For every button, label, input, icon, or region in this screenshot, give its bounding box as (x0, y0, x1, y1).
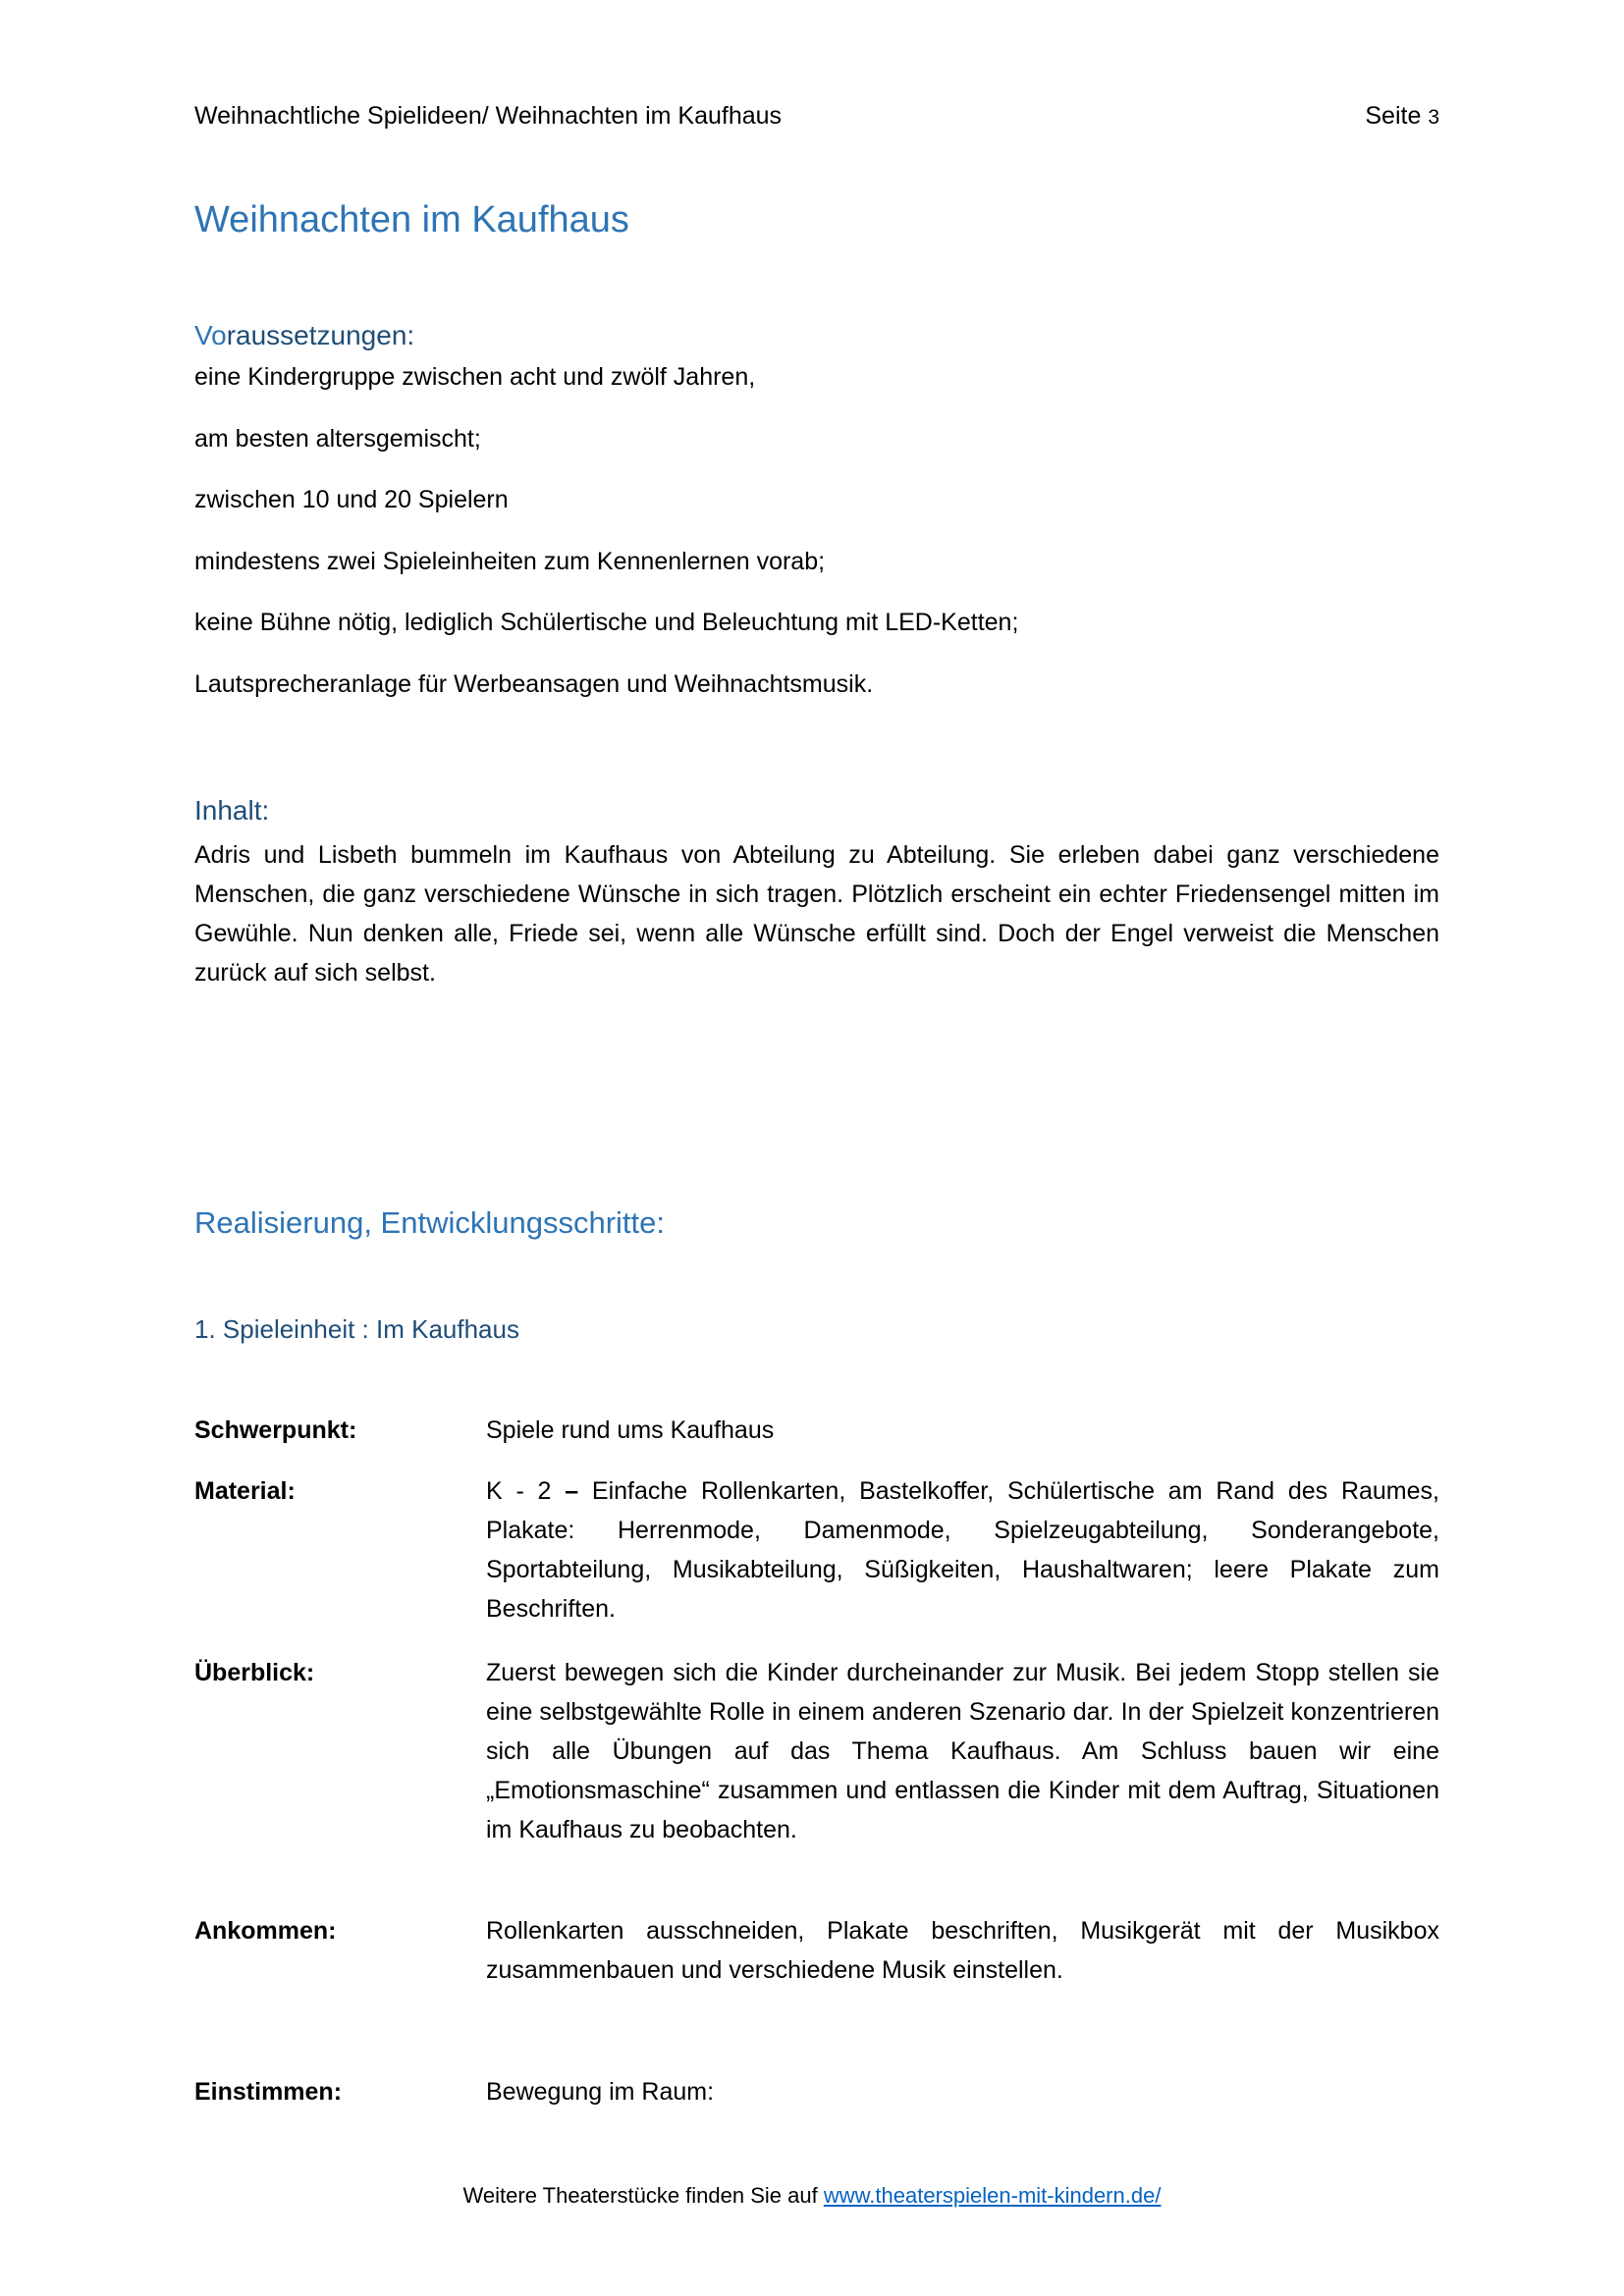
page-footer (0, 2181, 1624, 2211)
requirement-item: mindestens zwei Spieleinheiten zum Kennenlernen vorab; (194, 547, 826, 575)
heading-voraussetzungen-rest: raussetzungen: (226, 320, 415, 350)
material-code: K - 2 (486, 1477, 566, 1505)
footer-website-link[interactable]: www.theaterspielen-mit-kindern.de/ (823, 2183, 1162, 2208)
page-label: Seite (1365, 102, 1422, 130)
page-number (1365, 98, 1439, 135)
row-value (486, 1471, 1439, 1629)
row-label: Ankommen: (194, 1917, 337, 1945)
heading-voraussetzungen (194, 318, 414, 353)
requirement-item: keine Bühne nötig, lediglich Schülertische und Beleuchtung mit LED-Ketten; (194, 609, 1019, 637)
page-header (194, 98, 1439, 133)
requirement-item: Lautsprecheranlage für Werbeansagen und Weihnachtsmusik. (194, 669, 874, 698)
requirement-item: am besten altersgemischt; (194, 424, 481, 453)
inhalt-paragraph: Adris und Lisbeth bummeln im Kaufhaus von Abteilung zu Abteilung. Sie erleben dabei ganz verschiedene Menschen, die ganz verschiedene Wünsche in sich tragen. Plötzlich erscheint ein echter Friedensengel mitten im Gewühle. Nun denken alle, Friede sei, wenn alle Wünsche erfüllt sind. Doch der Engel verweist die Menschen zurück auf sich selbst. (194, 841, 1439, 987)
material-text: Einfache Rollenkarten, Bastelkoffer, Schülertische am Rand des Raumes, Plakate: Herrenmode, Damenmode, Spielzeugabteilung, Sonderangebote, Sportabteilung, Musikabteilung, Süßigkeiten, Haushaltwaren; leere Plakate zum Beschriften. (486, 1477, 1439, 1623)
row-label: Schwerpunkt: (194, 1416, 357, 1444)
material-dash: – (565, 1477, 579, 1505)
row-label: Überblick: (194, 1659, 315, 1686)
document-title: Weihnachten im Kaufhaus (194, 199, 629, 240)
requirements-list (194, 359, 1018, 728)
row-value: Zuerst bewegen sich die Kinder durcheinander zur Musik. Bei jedem Stopp stellen sie eine selbstgewählte Rolle in einem anderen Szenario dar. In der Spielzeit konzentrieren sich alle Übungen auf das Thema Kaufhaus. Am Schluss bauen wir eine „Emotionsmaschine“ zusammen und entlassen die Kinder mit dem Auftrag, Situationen im Kaufhaus zu beobachten. (486, 1659, 1439, 1843)
header-title: Weihnachtliche Spielideen/ Weihnachten im Kaufhaus (194, 102, 783, 130)
heading-voraussetzungen-accent: Vo (194, 320, 227, 350)
footer-text: Weitere Theaterstücke finden Sie auf (462, 2183, 824, 2208)
page-number-value: 3 (1428, 106, 1439, 129)
row-label: Einstimmen: (194, 2078, 343, 2106)
row-label: Material: (194, 1477, 296, 1505)
heading-spieleinheit-1: 1. Spieleinheit : Im Kaufhaus (194, 1314, 519, 1344)
row-value: Bewegung im Raum: (486, 2078, 715, 2106)
row-value: Rollenkarten ausschneiden, Plakate beschriften, Musikgerät mit der Musikbox zusammenbauen und verschiedene Musik einstellen. (486, 1917, 1439, 1984)
heading-realisierung: Realisierung, Entwicklungsschritte: (194, 1205, 665, 1240)
row-value: Spiele rund ums Kaufhaus (486, 1416, 775, 1444)
heading-inhalt: Inhalt: (194, 795, 270, 826)
requirement-item: zwischen 10 und 20 Spielern (194, 486, 509, 514)
requirement-item: eine Kindergruppe zwischen acht und zwölf Jahren, (194, 363, 756, 391)
